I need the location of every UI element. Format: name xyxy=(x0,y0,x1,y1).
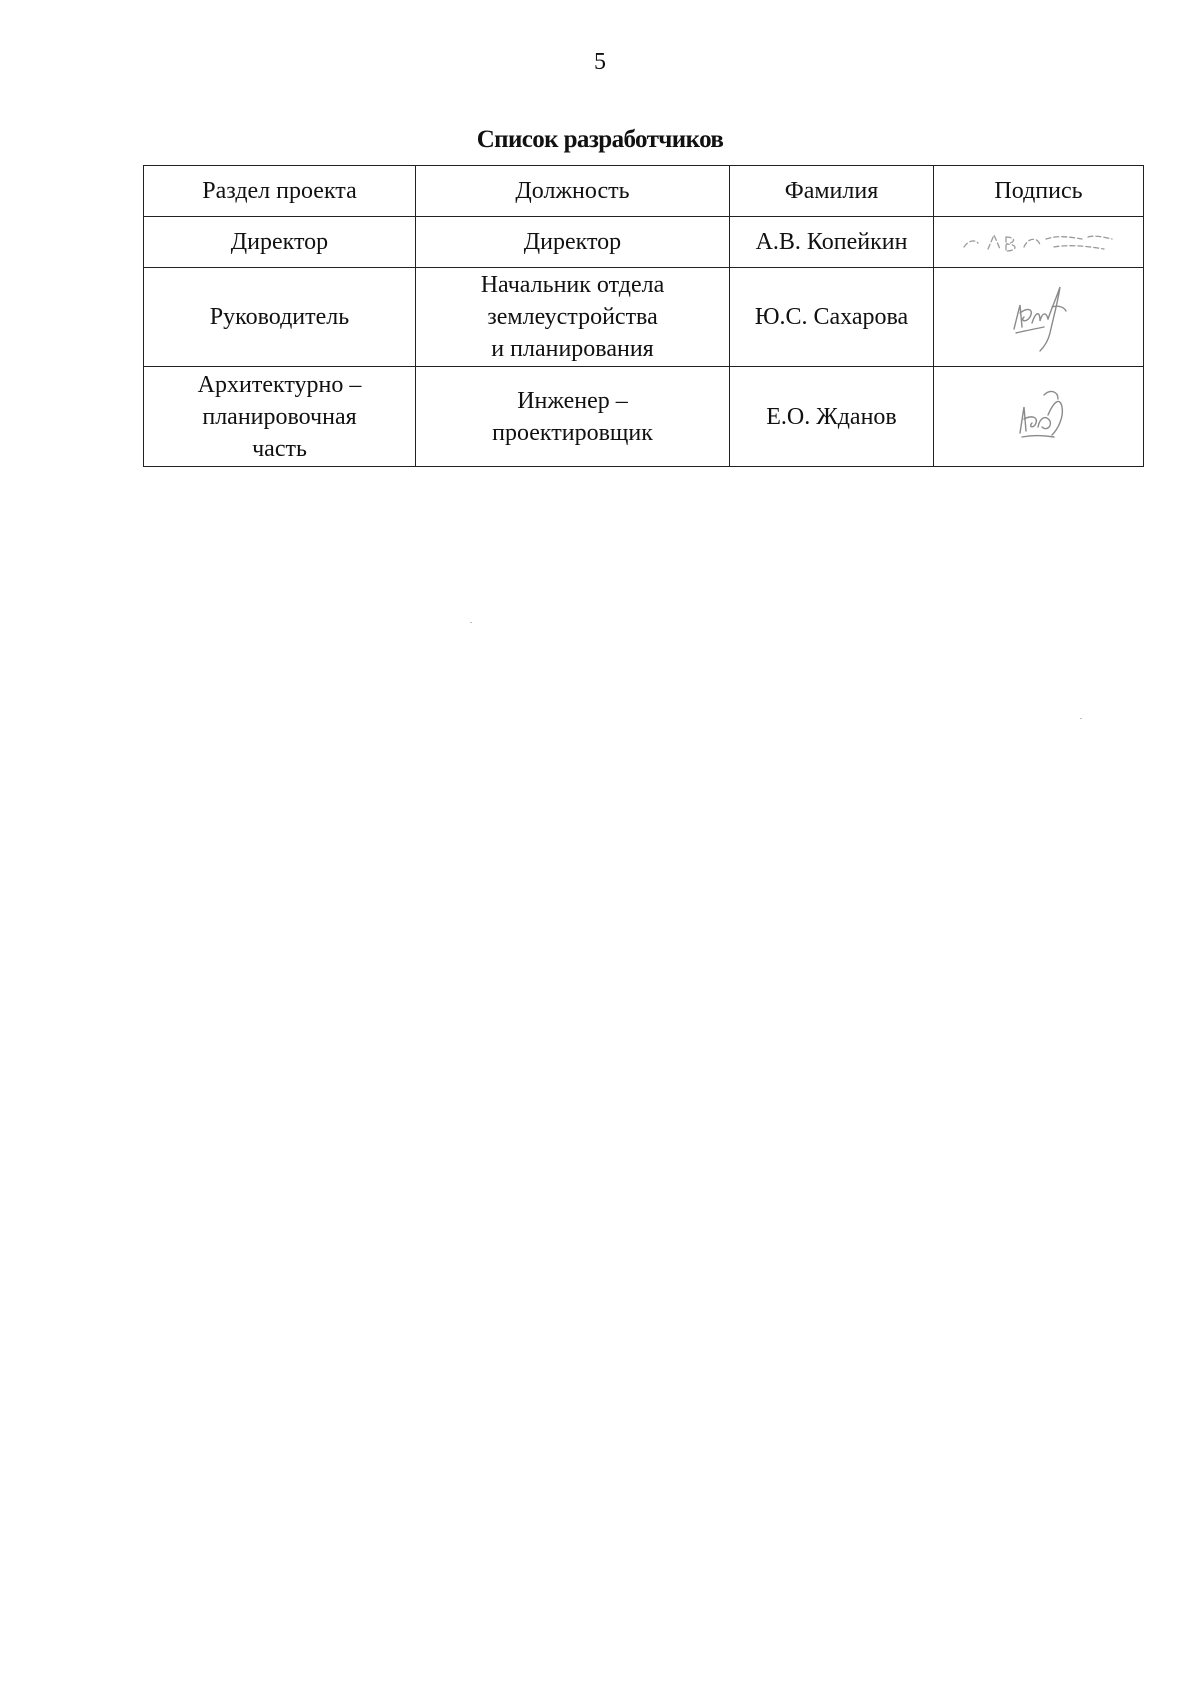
document-title: Список разработчиков xyxy=(476,126,724,153)
scan-speck xyxy=(1080,718,1082,719)
cell-surname: Е.О. Жданов xyxy=(730,367,934,467)
cell-section-line: планировочная xyxy=(202,403,357,430)
header-section: Раздел проекта xyxy=(144,166,416,217)
cell-position xyxy=(416,268,730,367)
cell-surname: А.В. Копейкин xyxy=(730,217,934,268)
cell-section xyxy=(144,217,416,268)
cell-position-line: проектировщик xyxy=(492,419,653,446)
scan-speck xyxy=(470,622,472,623)
signature-image xyxy=(994,377,1084,457)
cell-signature xyxy=(934,268,1144,367)
table-row xyxy=(144,217,1144,268)
header-surname: Фамилия xyxy=(730,166,934,217)
header-position: Должность xyxy=(416,166,730,217)
signature-image xyxy=(994,277,1084,357)
cell-position-line: Начальник отдела xyxy=(480,272,665,298)
signature-image xyxy=(954,225,1124,259)
cell-signature xyxy=(934,367,1144,467)
table-header-row xyxy=(144,166,1144,217)
cell-section xyxy=(144,367,416,467)
page-number: 5 xyxy=(594,49,606,75)
cell-surname: Ю.С. Сахарова xyxy=(730,268,934,367)
cell-section-line: Директор xyxy=(230,229,329,255)
cell-section-line: Руководитель xyxy=(209,304,350,330)
cell-position xyxy=(416,367,730,467)
cell-position-line: Инженер – xyxy=(517,387,628,414)
header-signature: Подпись xyxy=(934,166,1144,217)
cell-position-line: и планирования xyxy=(491,336,654,362)
cell-position-line: землеустройства xyxy=(487,304,658,330)
cell-position xyxy=(416,217,730,268)
cell-signature xyxy=(934,217,1144,268)
cell-section xyxy=(144,268,416,367)
cell-section-line: Архитектурно – xyxy=(197,371,362,398)
cell-section-line: часть xyxy=(252,435,307,462)
developers-table xyxy=(143,165,1144,467)
table-row xyxy=(144,268,1144,367)
cell-position-line: Директор xyxy=(523,229,622,255)
table-row xyxy=(144,367,1144,467)
